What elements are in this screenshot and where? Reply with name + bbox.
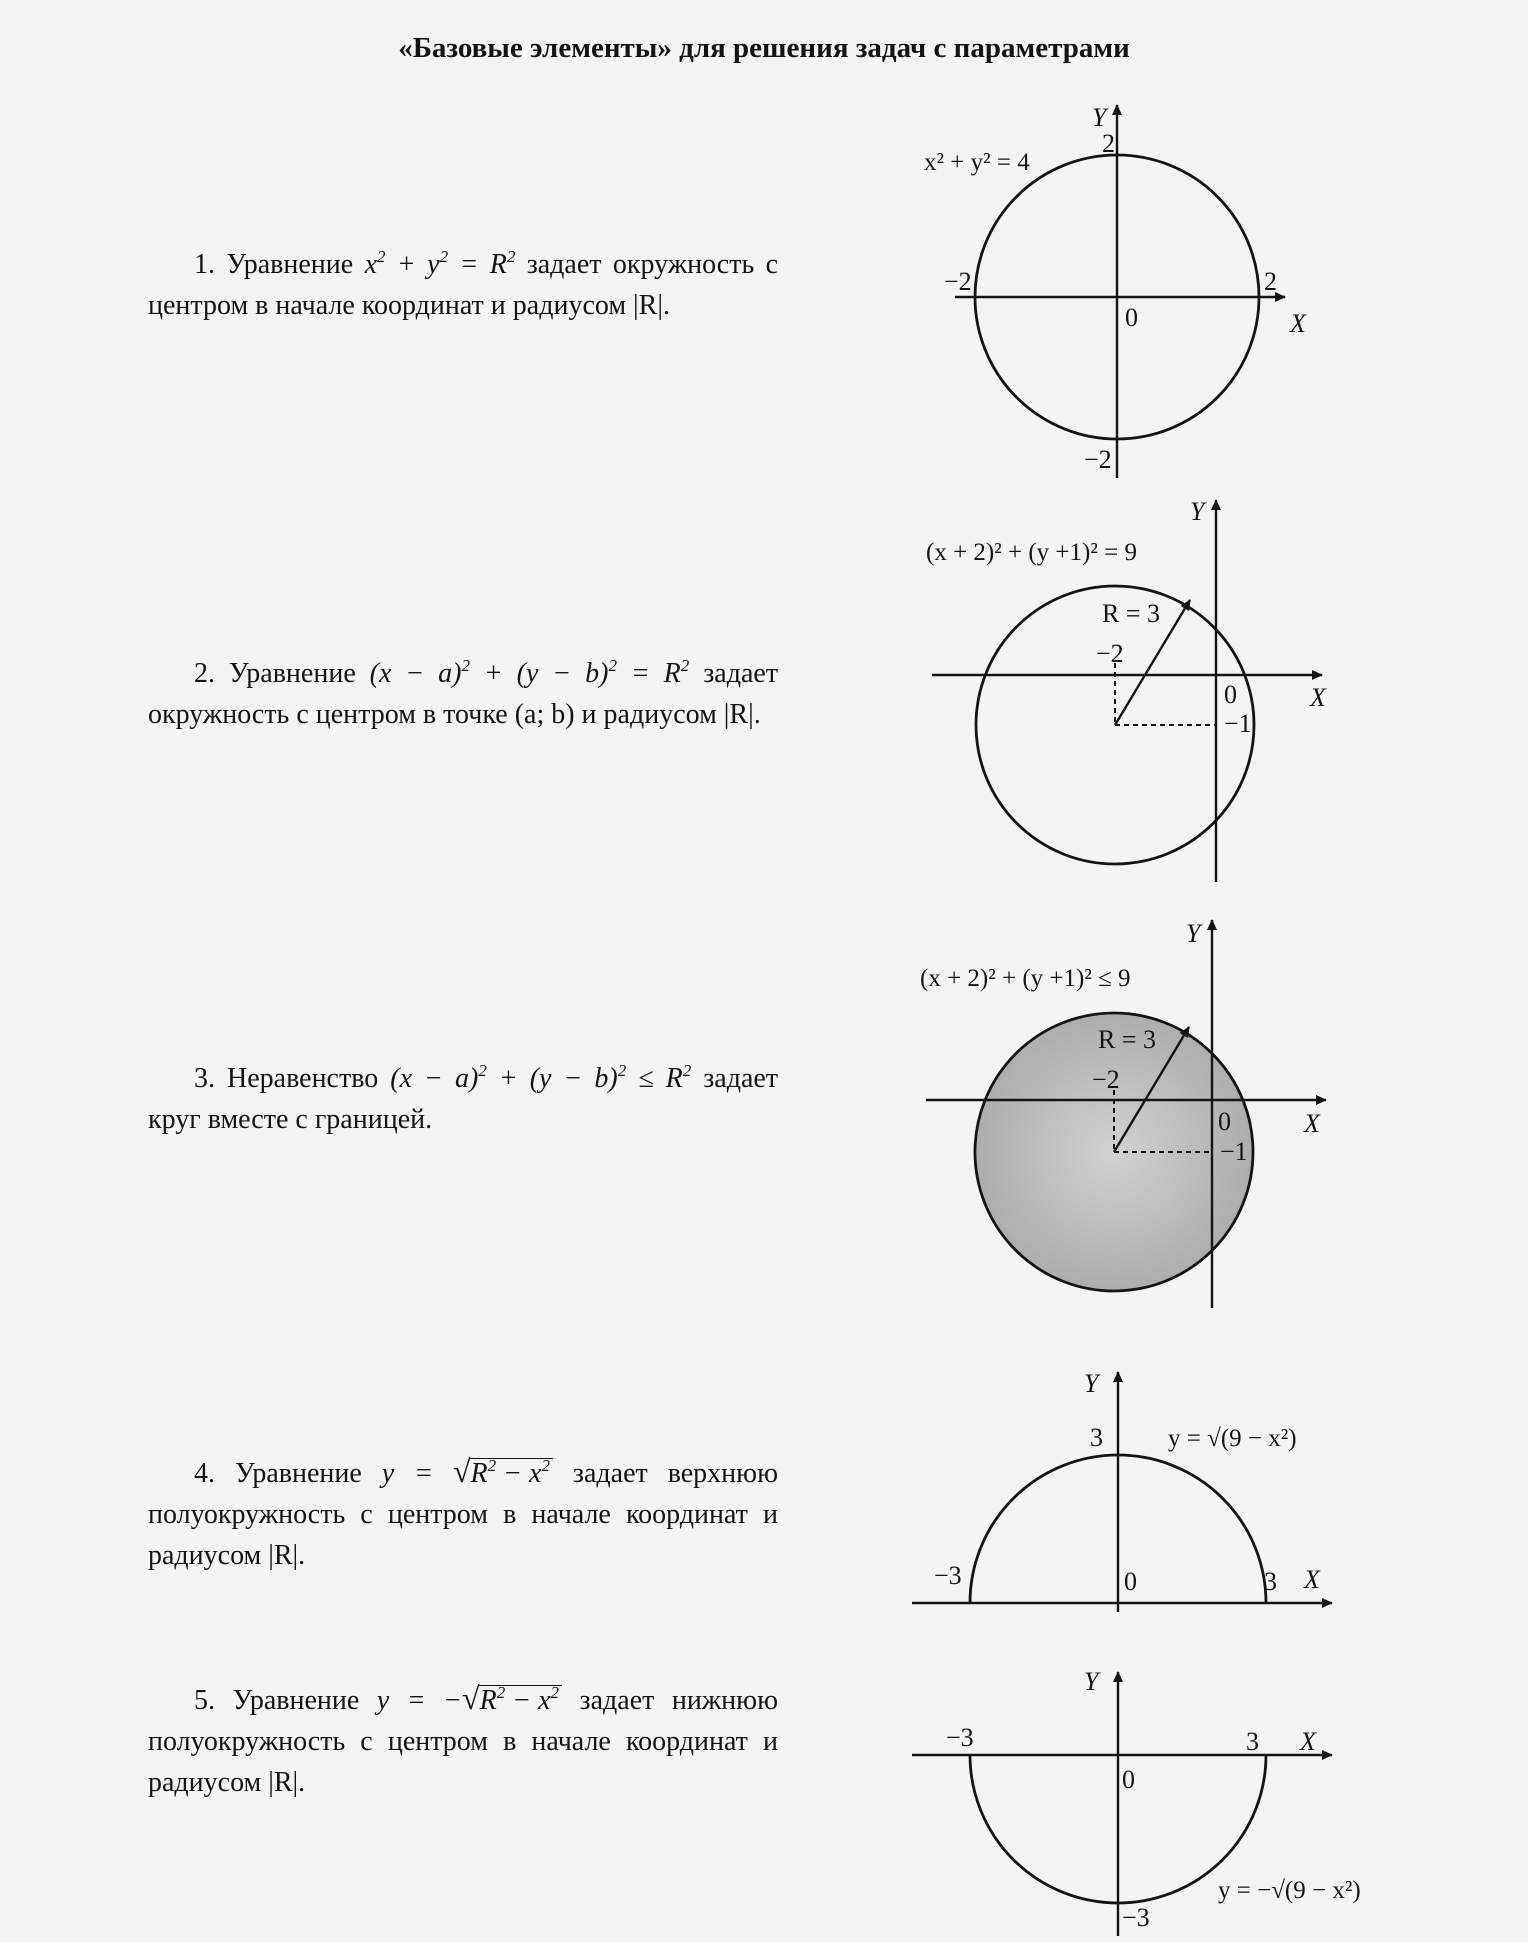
figure-5-tick-x-right: 3: [1246, 1727, 1259, 1756]
item-2-formula: $(x - a)^2 + (y - b)^2 = R^2$: [369, 656, 690, 689]
figure-1-tick-x-right: 2: [1264, 267, 1277, 296]
figure-3-equation: (x + 2)² + (y +1)² ≤ 9: [920, 965, 1131, 992]
figure-3: [920, 919, 1326, 1308]
item-1-description: задает окружность с центром в начале координат и радиусом |R|.: [148, 249, 779, 321]
figure-3-x-label: X: [1304, 1109, 1320, 1138]
item-3-number: 3.: [194, 1063, 215, 1094]
figure-5-equation: y = −√(9 − x²): [1218, 1877, 1361, 1904]
item-1-word: Уравнение: [226, 249, 354, 280]
figure-5-x-label: X: [1300, 1727, 1316, 1756]
figure-5-y-label: Y: [1084, 1667, 1099, 1696]
item-4-description: задает верхнюю полуокружность с центром в начале координат и радиусом |R|.: [148, 1458, 779, 1571]
item-2-number: 2.: [194, 658, 215, 689]
figure-1-equation: x² + y² = 4: [924, 149, 1030, 176]
figure-2-radius-label: R = 3: [1102, 599, 1161, 628]
figure-2-tick-x: −2: [1096, 639, 1124, 668]
figure-3-origin: 0: [1218, 1107, 1231, 1136]
figure-2-equation: (x + 2)² + (y +1)² = 9: [926, 539, 1137, 566]
figure-3-radius-label: R = 3: [1098, 1025, 1157, 1054]
item-4-number: 4.: [194, 1458, 215, 1489]
item-2-description: задает окружность с центром в точке (a; b) и радиусом |R|.: [148, 658, 779, 730]
figure-2-tick-y: −1: [1224, 709, 1252, 738]
figure-5-tick-y-bottom: −3: [1122, 1903, 1150, 1932]
figure-4-tick-x-right: 3: [1264, 1567, 1277, 1596]
item-3-formula: $(x - a)^2 + (y - b)^2 \le R^2$: [390, 1061, 692, 1094]
page-title: «Базовые элементы» для решения задач с параметрами: [398, 32, 1130, 64]
item-4-word: Уравнение: [234, 1458, 362, 1489]
figure-4-tick-y-top: 3: [1090, 1423, 1103, 1452]
figure-5-tick-x-left: −3: [946, 1723, 974, 1752]
figure-3-tick-y: −1: [1220, 1137, 1248, 1166]
figure-1-y-label: Y: [1092, 103, 1107, 132]
figure-5: [912, 1667, 1361, 1936]
item-3-description: задает круг вместе с границей.: [148, 1063, 779, 1135]
item-3-word: Неравенство: [227, 1063, 379, 1094]
figure-2-x-label: X: [1310, 683, 1326, 712]
figure-2-y-label: Y: [1190, 497, 1205, 526]
item-5-formula: $y = -√R^2 - x^2$: [377, 1685, 562, 1716]
item-1-number: 1.: [194, 249, 215, 280]
figure-4-tick-x-left: −3: [934, 1561, 962, 1590]
figure-4-origin: 0: [1124, 1567, 1137, 1596]
figure-4: [912, 1369, 1332, 1612]
item-5-number: 5.: [194, 1685, 215, 1716]
item-5-description: задает нижнюю полуокружность с центром в начале координат и радиусом |R|.: [148, 1685, 779, 1798]
figure-3-y-label: Y: [1186, 919, 1201, 948]
figure-5-origin: 0: [1122, 1765, 1135, 1794]
item-1-formula: $x^2 + y^2 = R^2$: [364, 247, 516, 280]
item-2-word: Уравнение: [228, 658, 356, 689]
figure-1-x-label: X: [1290, 309, 1306, 338]
figure-4-y-label: Y: [1084, 1369, 1099, 1398]
item-4-formula: $y = √R^2 - x^2$: [382, 1458, 553, 1489]
figure-1-tick-x-left: −2: [944, 267, 972, 296]
figure-1-origin: 0: [1125, 303, 1138, 332]
figure-2-origin: 0: [1224, 680, 1237, 709]
figure-1-tick-y-top: 2: [1102, 129, 1115, 158]
figure-3-tick-x: −2: [1092, 1065, 1120, 1094]
figure-1-tick-y-bottom: −2: [1084, 445, 1112, 474]
figure-4-equation: y = √(9 − x²): [1168, 1425, 1297, 1452]
figure-4-x-label: X: [1304, 1565, 1320, 1594]
item-5-word: Уравнение: [232, 1685, 360, 1716]
figure-1: [924, 103, 1307, 478]
figure-2: [926, 497, 1327, 882]
